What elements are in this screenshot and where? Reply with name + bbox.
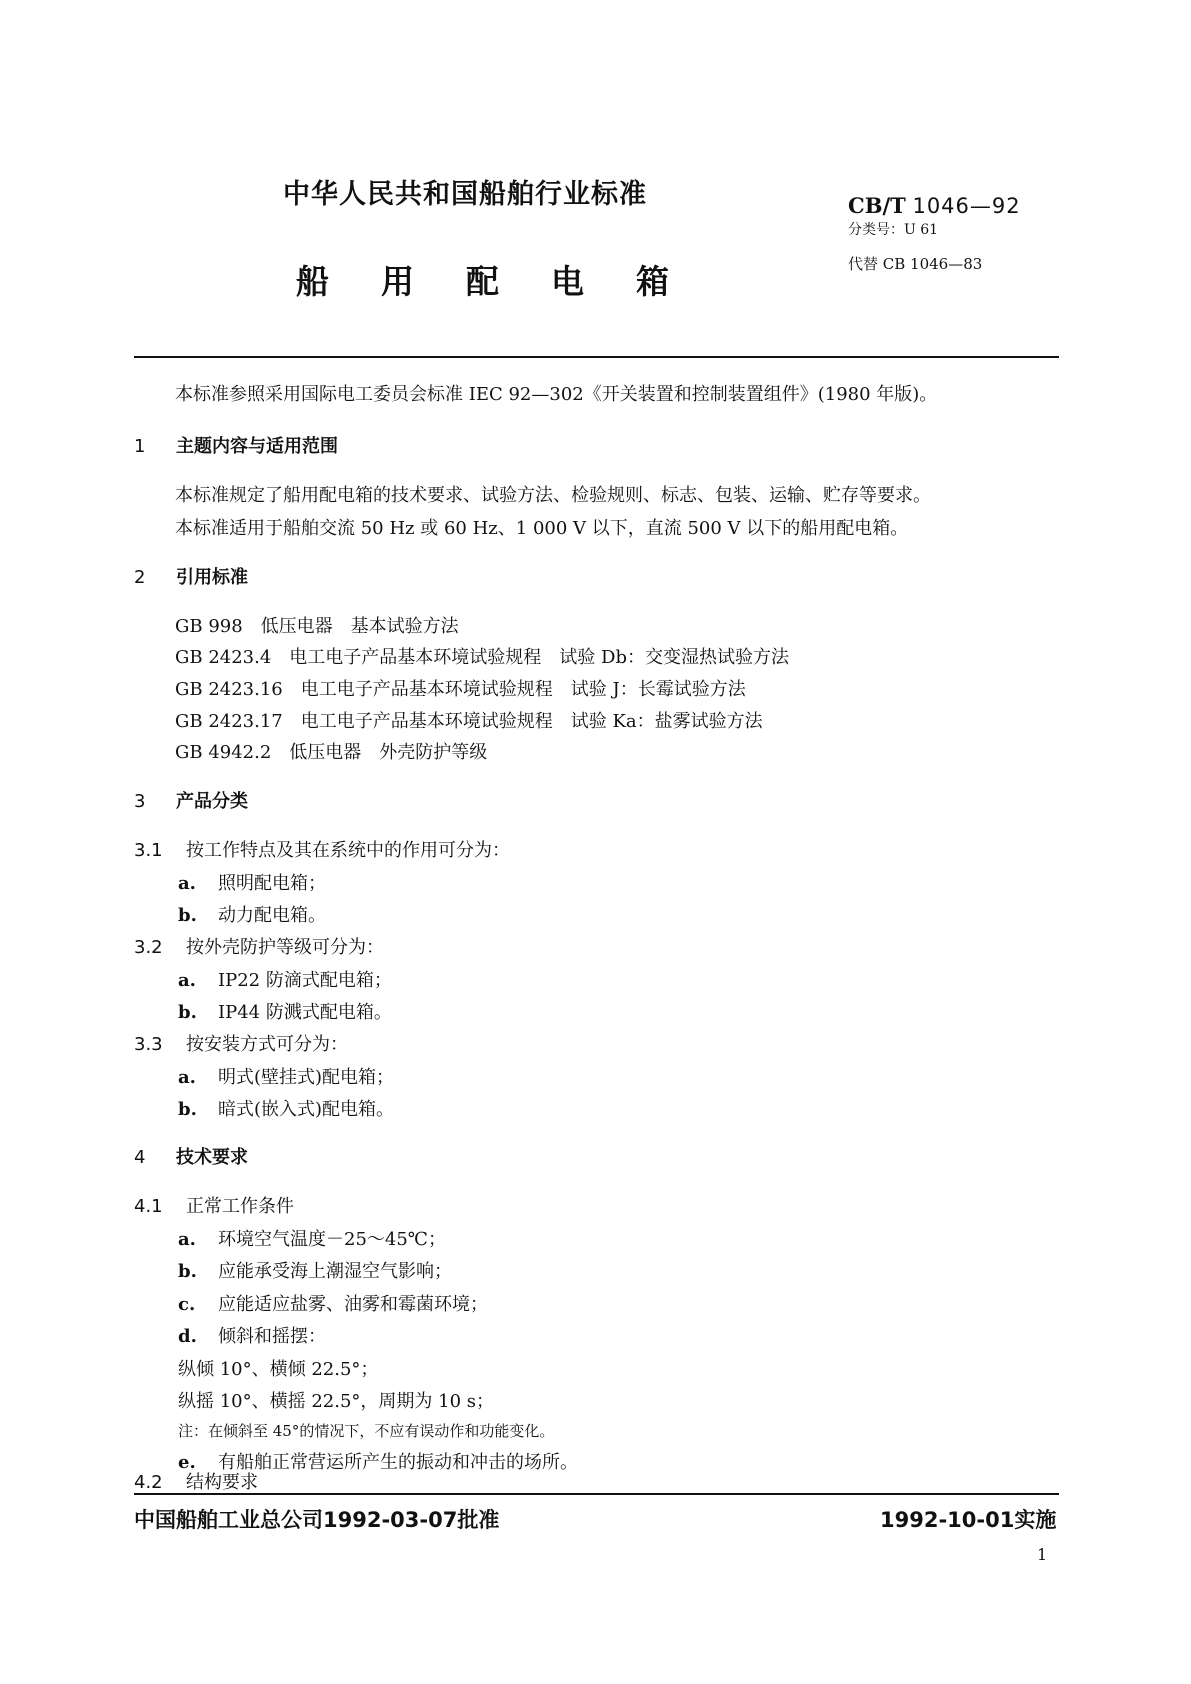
section-3-heading bbox=[134, 787, 248, 813]
list-item-letter: e. bbox=[178, 1452, 196, 1473]
section-2-heading bbox=[134, 563, 248, 589]
document-title: 船用配电箱 bbox=[296, 262, 721, 301]
subsection-3-3 bbox=[134, 1030, 348, 1056]
reference-item: GB 998 低压电器 基本试验方法 bbox=[175, 616, 459, 637]
approval-line: 中国船舶工业总公司1992-03-07批准 bbox=[134, 1508, 500, 1532]
list-item bbox=[178, 901, 326, 927]
list-item-text: 应能承受海上潮湿空气影响； bbox=[218, 1261, 452, 1282]
standard-number-value: 1046—92 bbox=[912, 194, 1021, 218]
list-item-text: 应能适应盐雾、油雾和霉菌环境； bbox=[218, 1294, 488, 1315]
reference-item: GB 2423.17 电工电子产品基本环境试验规程 试验 Ka：盐雾试验方法 bbox=[175, 711, 763, 732]
list-item-letter: a. bbox=[178, 873, 196, 894]
subsection-3-2-number: 3.2 bbox=[134, 937, 163, 958]
subsection-3-2 bbox=[134, 933, 384, 959]
effective-date: 1992-10-01实施 bbox=[880, 1508, 1057, 1532]
list-item-text: 倾斜和摇摆： bbox=[218, 1326, 326, 1347]
section-4-title: 技术要求 bbox=[176, 1147, 249, 1168]
section-1-number: 1 bbox=[134, 436, 146, 457]
section-2-number: 2 bbox=[134, 567, 146, 588]
classification-code: 分类号：U 61 bbox=[848, 222, 939, 238]
section-2-title: 引用标准 bbox=[176, 567, 249, 588]
list-item bbox=[178, 1095, 394, 1121]
section-1-paragraph-2: 本标准适用于船舶交流 50 Hz 或 60 Hz、1 000 V 以下，直流 500 V 以下的船用配电箱。 bbox=[175, 518, 909, 539]
list-item-letter: b. bbox=[178, 905, 197, 926]
subsection-3-1 bbox=[134, 836, 510, 862]
list-item-text: 明式(壁挂式)配电箱； bbox=[218, 1067, 395, 1088]
list-item bbox=[178, 998, 392, 1024]
section-3-title: 产品分类 bbox=[176, 791, 249, 812]
list-item bbox=[178, 1225, 446, 1251]
page-number: 1 bbox=[1037, 1545, 1048, 1564]
subsection-3-2-text: 按外壳防护等级可分为： bbox=[186, 937, 384, 958]
standard-number bbox=[848, 193, 1021, 218]
subsection-4-2-text: 结构要求 bbox=[186, 1472, 258, 1493]
tilt-note: 注：在倾斜至 45°的情况下，不应有误动作和功能变化。 bbox=[178, 1422, 555, 1440]
list-item-text: 有船舶正常营运所产生的振动和冲击的场所。 bbox=[218, 1452, 578, 1473]
list-item-text: 照明配电箱； bbox=[218, 873, 326, 894]
intro-paragraph: 本标准参照采用国际电工委员会标准 IEC 92—302《开关装置和控制装置组件》(1980 年版)。 bbox=[175, 384, 938, 405]
list-item-text: IP22 防滴式配电箱； bbox=[218, 970, 392, 991]
roll-condition: 纵摇 10°、横摇 22.5°，周期为 10 s； bbox=[178, 1391, 495, 1412]
standard-prefix: CB/T bbox=[848, 193, 906, 218]
subsection-4-1-text: 正常工作条件 bbox=[186, 1196, 294, 1217]
subsection-4-2-number: 4.2 bbox=[134, 1472, 163, 1493]
list-item-text: 暗式(嵌入式)配电箱。 bbox=[218, 1099, 395, 1120]
subsection-3-1-number: 3.1 bbox=[134, 840, 163, 861]
subsection-4-1 bbox=[134, 1192, 294, 1218]
subsection-4-1-number: 4.1 bbox=[134, 1196, 163, 1217]
list-item bbox=[178, 966, 392, 992]
list-item-letter: c. bbox=[178, 1294, 196, 1315]
list-item bbox=[178, 1063, 394, 1089]
replaces-standard: 代替 CB 1046—83 bbox=[848, 255, 983, 273]
header-divider bbox=[134, 356, 1059, 358]
list-item-letter: b. bbox=[178, 1261, 197, 1282]
reference-item: GB 2423.16 电工电子产品基本环境试验规程 试验 J：长霉试验方法 bbox=[175, 679, 746, 700]
footer-divider bbox=[134, 1493, 1059, 1495]
list-item bbox=[178, 1322, 326, 1348]
section-4-number: 4 bbox=[134, 1147, 146, 1168]
list-item bbox=[178, 1290, 488, 1316]
section-4-heading bbox=[134, 1143, 248, 1169]
list-item-letter: b. bbox=[178, 1002, 197, 1023]
section-1-heading bbox=[134, 432, 338, 458]
list-item-text: 环境空气温度－25～45℃； bbox=[218, 1229, 446, 1250]
list-item bbox=[178, 869, 326, 895]
list-item-letter: a. bbox=[178, 970, 196, 991]
list-item bbox=[178, 1257, 452, 1283]
list-item-letter: a. bbox=[178, 1067, 196, 1088]
tilt-condition: 纵倾 10°、横倾 22.5°； bbox=[178, 1359, 379, 1380]
standard-category-title: 中华人民共和国船舶行业标准 bbox=[283, 179, 647, 210]
subsection-3-3-text: 按安装方式可分为： bbox=[186, 1034, 348, 1055]
subsection-3-3-number: 3.3 bbox=[134, 1034, 163, 1055]
section-1-paragraph-1: 本标准规定了船用配电箱的技术要求、试验方法、检验规则、标志、包装、运输、贮存等要求。 bbox=[175, 485, 931, 506]
list-item-text: IP44 防溅式配电箱。 bbox=[218, 1002, 392, 1023]
section-1-title: 主题内容与适用范围 bbox=[176, 436, 339, 457]
reference-item: GB 4942.2 低压电器 外壳防护等级 bbox=[175, 742, 488, 763]
list-item-letter: a. bbox=[178, 1229, 196, 1250]
list-item-letter: b. bbox=[178, 1099, 197, 1120]
section-3-number: 3 bbox=[134, 791, 146, 812]
list-item-letter: d. bbox=[178, 1326, 197, 1347]
subsection-4-2 bbox=[134, 1468, 258, 1494]
list-item-text: 动力配电箱。 bbox=[218, 905, 326, 926]
reference-item: GB 2423.4 电工电子产品基本环境试验规程 试验 Db：交变湿热试验方法 bbox=[175, 647, 789, 668]
subsection-3-1-text: 按工作特点及其在系统中的作用可分为： bbox=[186, 840, 510, 861]
